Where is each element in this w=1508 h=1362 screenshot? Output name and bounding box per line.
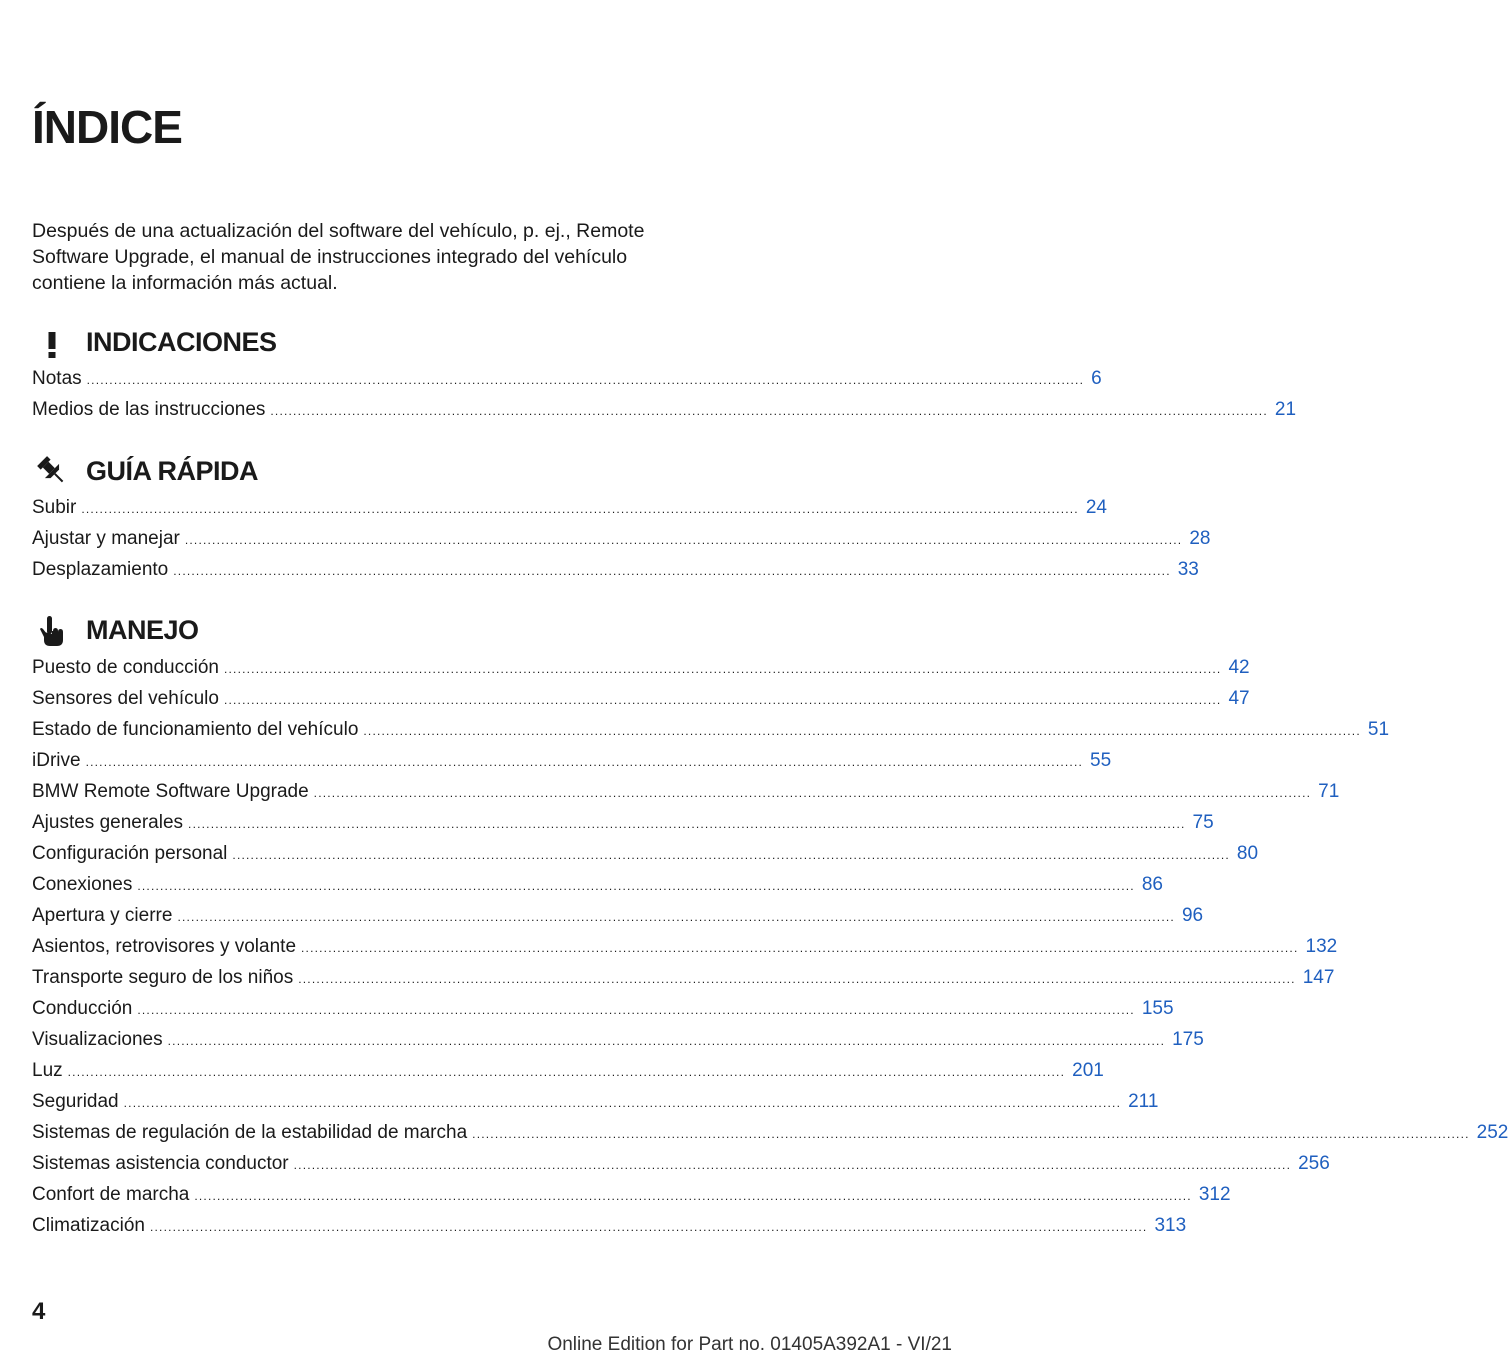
dot-leader: ............................................................................................................................................................................................................................ <box>67 1065 1066 1079</box>
toc-entry-label: iDrive <box>32 750 81 771</box>
section-header-indicaciones <box>32 322 277 362</box>
toc-entry-page-link[interactable]: 47 <box>1228 688 1250 709</box>
toc-entry-page-link[interactable]: 28 <box>1189 528 1211 549</box>
dot-leader: ............................................................................................................................................................................................................................ <box>270 404 1268 418</box>
toc-entry[interactable] <box>32 931 1338 962</box>
toc-list-indicaciones <box>32 363 1297 425</box>
toc-entry-label: Seguridad <box>32 1091 119 1112</box>
dot-leader: ............................................................................................................................................................................................................................ <box>188 817 1186 831</box>
dot-leader: ............................................................................................................................................................................................................................ <box>137 1003 1135 1017</box>
toc-entry-page-link[interactable]: 86 <box>1141 874 1163 895</box>
toc-entry-label: Medios de las instrucciones <box>32 399 266 420</box>
exclamation-icon <box>32 322 72 362</box>
page-title: ÍNDICE <box>32 101 182 153</box>
dot-leader: ............................................................................................................................................................................................................................ <box>173 564 1171 578</box>
section-title: INDICACIONES <box>86 326 277 357</box>
toc-entry-page-link[interactable]: 55 <box>1090 750 1112 771</box>
toc-entry[interactable] <box>32 1055 1104 1086</box>
toc-entry[interactable] <box>32 869 1163 900</box>
toc-entry-label: Subir <box>32 497 77 518</box>
toc-entry-label: Puesto de conducción <box>32 657 219 678</box>
pin-icon <box>32 451 72 491</box>
toc-entry-page-link[interactable]: 155 <box>1141 998 1174 1019</box>
toc-entry-page-link[interactable]: 80 <box>1236 843 1259 864</box>
toc-entry-page-link[interactable]: 24 <box>1085 497 1107 518</box>
toc-entry[interactable] <box>32 807 1214 838</box>
dot-leader: ............................................................................................................................................................................................................................ <box>301 941 1299 955</box>
toc-entry[interactable] <box>32 554 1199 585</box>
dot-leader: ............................................................................................................................................................................................................................ <box>149 1220 1148 1234</box>
toc-entry-page-link[interactable]: 21 <box>1274 399 1297 420</box>
dot-leader: ............................................................................................................................................................................................................................ <box>177 910 1175 924</box>
intro-paragraph: Después de una actualización del software del vehículo, p. ej., Remote Software Upgrade, el manual de instrucciones integrado del vehículo contiene la información más actual. <box>32 220 645 294</box>
dot-leader: ............................................................................................................................................................................................................................ <box>298 972 1296 986</box>
section-title: GUÍA RÁPIDA <box>86 455 259 486</box>
toc-entry-label: BMW Remote Software Upgrade <box>32 781 309 802</box>
dot-leader: ............................................................................................................................................................................................................................ <box>313 786 1312 800</box>
toc-entry-page-link[interactable]: 211 <box>1128 1091 1159 1112</box>
dot-leader: ............................................................................................................................................................................................................................ <box>472 1127 1470 1141</box>
toc-entry-page-link[interactable]: 75 <box>1192 812 1214 833</box>
dot-leader: ............................................................................................................................................................................................................................ <box>81 502 1079 516</box>
page-number: 4 <box>32 1298 46 1325</box>
toc-entry-page-link[interactable]: 96 <box>1181 905 1204 926</box>
toc-entry[interactable] <box>32 1179 1231 1210</box>
toc-entry[interactable] <box>32 1117 1508 1148</box>
toc-entry-label: Sistemas asistencia conductor <box>32 1153 289 1174</box>
dot-leader: ............................................................................................................................................................................................................................ <box>85 755 1084 769</box>
toc-entry[interactable] <box>32 993 1174 1024</box>
toc-entry[interactable] <box>32 652 1250 683</box>
toc-entry[interactable] <box>32 776 1340 807</box>
toc-entry[interactable] <box>32 1024 1204 1055</box>
toc-entry-page-link[interactable]: 51 <box>1367 719 1390 740</box>
section-header-manejo <box>32 610 199 650</box>
toc-entry[interactable] <box>32 838 1259 869</box>
toc-entry-page-link[interactable]: 71 <box>1318 781 1340 802</box>
toc-entry-page-link[interactable]: 201 <box>1072 1060 1104 1081</box>
toc-entry-label: Sensores del vehículo <box>32 688 219 709</box>
dot-leader: ............................................................................................................................................................................................................................ <box>167 1034 1166 1048</box>
toc-entry[interactable] <box>32 363 1102 394</box>
toc-entry[interactable] <box>32 523 1211 554</box>
toc-entry-page-link[interactable]: 256 <box>1298 1153 1330 1174</box>
dot-leader: ............................................................................................................................................................................................................................ <box>86 373 1085 387</box>
toc-entry-page-link[interactable]: 175 <box>1172 1029 1204 1050</box>
toc-entry[interactable] <box>32 683 1250 714</box>
dot-leader: ............................................................................................................................................................................................................................ <box>363 724 1361 738</box>
toc-entry-label: Confort de marcha <box>32 1184 190 1205</box>
toc-entry[interactable] <box>32 900 1204 931</box>
toc-entry[interactable] <box>32 394 1297 425</box>
toc-list-guia-rapida <box>32 492 1211 585</box>
toc-entry[interactable] <box>32 1086 1159 1117</box>
toc-entry[interactable] <box>32 1148 1330 1179</box>
dot-leader: ............................................................................................................................................................................................................................ <box>293 1158 1292 1172</box>
toc-entry[interactable] <box>32 745 1112 776</box>
dot-leader: ............................................................................................................................................................................................................................ <box>123 1096 1122 1110</box>
toc-entry-label: Asientos, retrovisores y volante <box>32 936 297 957</box>
section-header-guia-rapida <box>32 451 258 491</box>
toc-entry-page-link[interactable]: 42 <box>1228 657 1250 678</box>
dot-leader: ............................................................................................................................................................................................................................ <box>223 662 1222 676</box>
dot-leader: ............................................................................................................................................................................................................................ <box>194 1189 1192 1203</box>
dot-leader: ............................................................................................................................................................................................................................ <box>137 879 1135 893</box>
toc-entry-label: Notas <box>32 368 82 389</box>
toc-entry-label: Visualizaciones <box>32 1029 163 1050</box>
footer-edition: Online Edition for Part no. 01405A392A1 - VI/21 <box>547 1334 952 1355</box>
toc-entry-label: Apertura y cierre <box>32 905 173 926</box>
toc-entry[interactable] <box>32 1210 1187 1241</box>
toc-entry-page-link[interactable]: 313 <box>1154 1215 1187 1236</box>
toc-entry-label: Estado de funcionamiento del vehículo <box>32 719 359 740</box>
toc-entry-page-link[interactable]: 132 <box>1305 936 1338 957</box>
toc-entry[interactable] <box>32 962 1335 993</box>
dot-leader: ............................................................................................................................................................................................................................ <box>223 693 1222 707</box>
hand-pointer-icon <box>32 610 72 650</box>
dot-leader: ............................................................................................................................................................................................................................ <box>184 533 1183 547</box>
toc-entry-label: Ajustar y manejar <box>32 528 180 549</box>
toc-entry-label: Ajustes generales <box>32 812 184 833</box>
toc-entry-label: Transporte seguro de los niños <box>32 967 294 988</box>
toc-entry-page-link[interactable]: 6 <box>1091 368 1102 389</box>
toc-entry-page-link[interactable]: 33 <box>1177 559 1199 580</box>
toc-entry-page-link[interactable]: 252 <box>1476 1122 1508 1143</box>
toc-entry[interactable] <box>32 492 1107 523</box>
toc-entry-page-link[interactable]: 147 <box>1302 967 1335 988</box>
toc-entry-label: Conexiones <box>32 874 133 895</box>
toc-entry-label: Luz <box>32 1060 63 1081</box>
toc-entry-label: Sistemas de regulación de la estabilidad de marcha <box>32 1122 468 1143</box>
dot-leader: ............................................................................................................................................................................................................................ <box>232 848 1230 862</box>
toc-entry-label: Conducción <box>32 998 133 1019</box>
toc-entry-label: Configuración personal <box>32 843 228 864</box>
toc-list-manejo <box>32 652 1508 1241</box>
section-title: MANEJO <box>86 614 199 645</box>
toc-entry[interactable] <box>32 714 1390 745</box>
toc-entry-page-link[interactable]: 312 <box>1198 1184 1231 1205</box>
toc-entry-label: Desplazamiento <box>32 559 169 580</box>
toc-entry-label: Climatización <box>32 1215 145 1236</box>
